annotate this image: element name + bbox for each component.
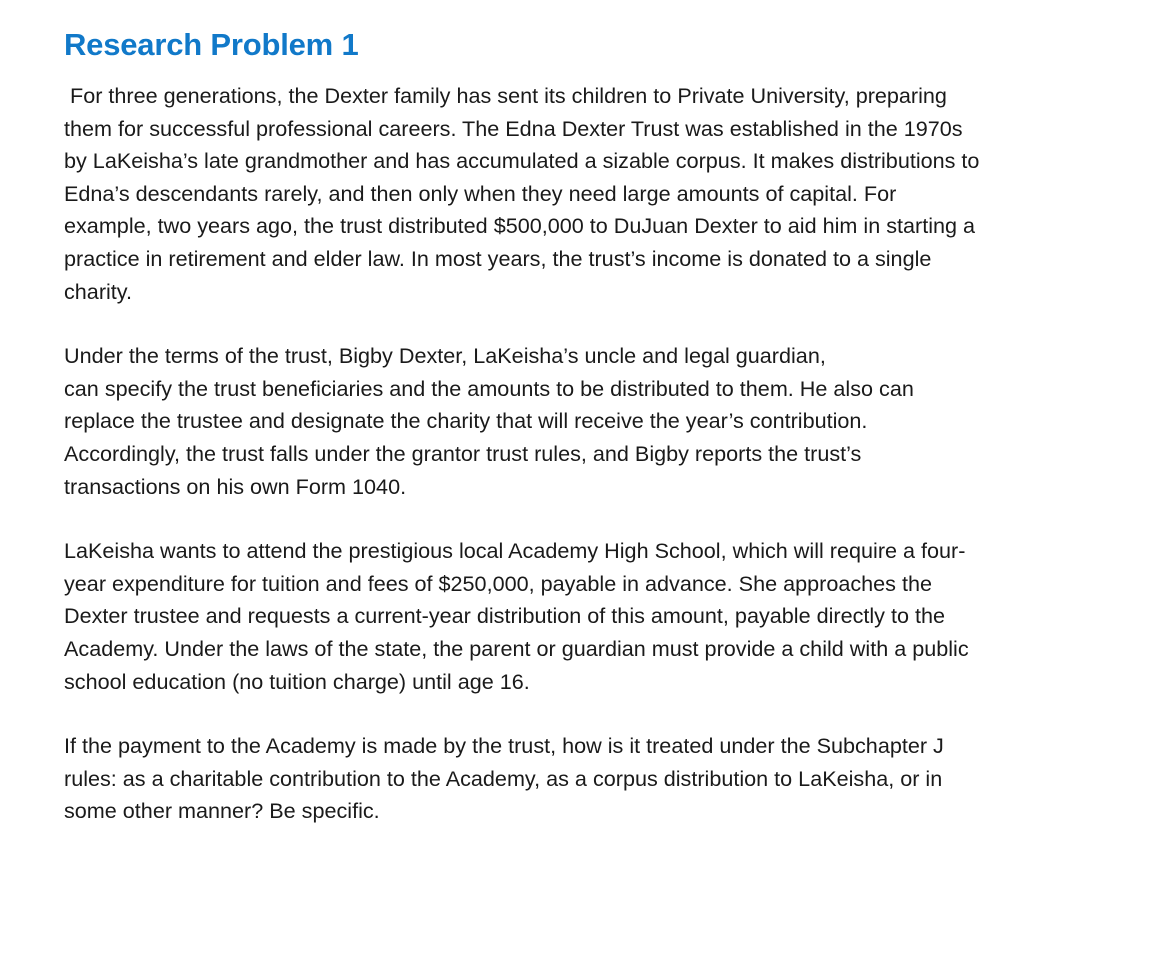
text-line: Under the terms of the trust, Bigby Dexter, LaKeisha’s uncle and legal guardian, bbox=[64, 343, 826, 369]
text-line: LaKeisha wants to attend the prestigious local Academy High School, which will require a four- bbox=[64, 538, 966, 564]
text-line: Accordingly, the trust falls under the grantor trust rules, and Bigby reports the trust’s bbox=[64, 440, 862, 466]
text-line: charity. bbox=[64, 278, 132, 304]
text-line: Dexter trustee and requests a current-year distribution of this amount, payable directly to the bbox=[64, 603, 945, 629]
paragraph-academy-request bbox=[64, 535, 1134, 698]
text-line: them for successful professional careers. The Edna Dexter Trust was established in the 1970s bbox=[64, 115, 963, 141]
text-line: Academy. Under the laws of the state, the parent or guardian must provide a child with a public bbox=[64, 635, 969, 661]
paragraph-question bbox=[64, 730, 1134, 828]
document-page bbox=[64, 24, 1134, 828]
text-line: some other manner? Be specific. bbox=[64, 798, 380, 824]
text-line: For three generations, the Dexter family has sent its children to Private University, preparing bbox=[64, 83, 947, 108]
text-line: example, two years ago, the trust distributed $500,000 to DuJuan Dexter to aid him in starting a bbox=[64, 213, 976, 239]
page-title: Research Problem 1 bbox=[64, 27, 359, 62]
text-line: school education (no tuition charge) until age 16. bbox=[64, 668, 530, 694]
text-line: rules: as a charitable contribution to the Academy, as a corpus distribution to LaKeisha, or in bbox=[64, 765, 943, 791]
text-line: Edna’s descendants rarely, and then only when they need large amounts of capital. For bbox=[64, 180, 897, 206]
text-line: transactions on his own Form 1040. bbox=[64, 473, 407, 499]
text-line: If the payment to the Academy is made by the trust, how is it treated under the Subchapter J bbox=[64, 733, 944, 759]
text-line: practice in retirement and elder law. In most years, the trust’s income is donated to a single bbox=[64, 245, 932, 271]
paragraph-trust-terms bbox=[64, 340, 1134, 503]
text-line: by LaKeisha’s late grandmother and has accumulated a sizable corpus. It makes distributions to bbox=[64, 148, 980, 174]
text-line: replace the trustee and designate the charity that will receive the year’s contribution. bbox=[64, 408, 868, 434]
text-line: can specify the trust beneficiaries and the amounts to be distributed to them. He also can bbox=[64, 375, 914, 401]
paragraph-dexter-trust-background bbox=[64, 80, 1134, 308]
text-line: year expenditure for tuition and fees of $250,000, payable in advance. She approaches the bbox=[64, 570, 932, 596]
